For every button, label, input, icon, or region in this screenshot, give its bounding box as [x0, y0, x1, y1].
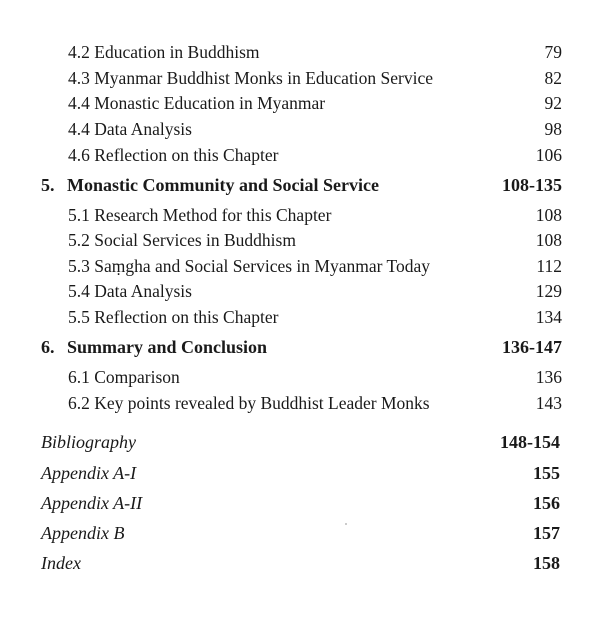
toc-entry-4-2 [68, 41, 562, 63]
toc-chapter-heading [41, 336, 267, 358]
toc-entry-label: 5.5 Reflection on this Chapter [68, 307, 279, 327]
toc-entry-label: 6.1 Comparison [68, 367, 180, 387]
toc-entry-page: 134 [535, 307, 562, 327]
toc-entry-page: 92 [544, 93, 562, 113]
toc-entry-page: 106 [535, 145, 562, 165]
toc-entry-page: 136 [535, 367, 562, 387]
toc-chapter-pages: 136-147 [502, 337, 562, 357]
toc-entry-label: 4.4 Monastic Education in Myanmar [68, 93, 326, 113]
toc-back-pages: 157 [533, 523, 560, 543]
toc-back-pages: 155 [533, 463, 560, 483]
toc-entry-5-2 [68, 229, 562, 251]
toc-entry-page: 108 [535, 205, 562, 225]
toc-back-index [41, 552, 560, 574]
toc-entry-label: 5.3 Saṃgha and Social Services in Myanmar Today [68, 256, 430, 276]
toc-back-label: Appendix B [41, 523, 125, 543]
toc-entry-label: 5.1 Research Method for this Chapter [68, 205, 332, 225]
toc-entry-4-4 [68, 92, 562, 114]
toc-chapter-6 [41, 336, 562, 358]
toc-back-pages: 156 [533, 493, 560, 513]
toc-back-appendix-b [41, 522, 560, 544]
toc-back-bibliography [41, 431, 560, 453]
toc-entry-4-4-data [68, 118, 562, 140]
toc-chapter-pages: 108-135 [502, 175, 562, 195]
toc-chapter-5 [41, 174, 562, 196]
toc-entry-page: 82 [544, 68, 562, 88]
toc-back-pages: 148-154 [500, 432, 560, 452]
toc-back-label: Bibliography [41, 432, 136, 452]
toc-back-label: Appendix A-II [41, 493, 143, 513]
toc-entry-label: 6.2 Key points revealed by Buddhist Leader Monks [68, 393, 430, 413]
toc-entry-page: 143 [535, 393, 562, 413]
toc-entry-label: 4.4 Data Analysis [68, 119, 192, 139]
toc-back-label: Appendix A-I [41, 463, 137, 483]
toc-entry-4-6 [68, 144, 562, 166]
toc-entry-label: 4.3 Myanmar Buddhist Monks in Education Service [68, 68, 434, 88]
toc-entry-5-5 [68, 306, 562, 328]
toc-entry-label: 5.2 Social Services in Buddhism [68, 230, 296, 250]
toc-back-pages: 158 [533, 553, 560, 573]
toc-entry-5-4 [68, 280, 562, 302]
toc-chapter-number: 6. [41, 337, 55, 357]
toc-entry-5-1 [68, 204, 562, 226]
toc-entry-page: 108 [535, 230, 562, 250]
scan-speck [345, 523, 347, 525]
toc-entry-6-1 [68, 366, 562, 388]
toc-entry-label: 4.2 Education in Buddhism [68, 42, 260, 62]
toc-back-appendix-a-ii [41, 492, 560, 514]
toc-chapter-title: Monastic Community and Social Service [67, 175, 379, 195]
toc-entry-page: 79 [544, 42, 562, 62]
toc-entry-6-2 [68, 392, 562, 414]
toc-entry-page: 98 [544, 119, 562, 139]
toc-entry-5-3 [68, 255, 562, 277]
toc-back-appendix-a-i [41, 462, 560, 484]
toc-entry-label: 4.6 Reflection on this Chapter [68, 145, 279, 165]
toc-chapter-title: Summary and Conclusion [67, 337, 268, 357]
toc-entry-page: 129 [535, 281, 562, 301]
toc-entry-4-3 [68, 67, 562, 89]
toc-entry-page: 112 [536, 256, 562, 276]
toc-entry-label: 5.4 Data Analysis [68, 281, 192, 301]
toc-chapter-heading [41, 174, 379, 196]
toc-chapter-number: 5. [41, 175, 55, 195]
toc-back-label: Index [41, 553, 81, 573]
